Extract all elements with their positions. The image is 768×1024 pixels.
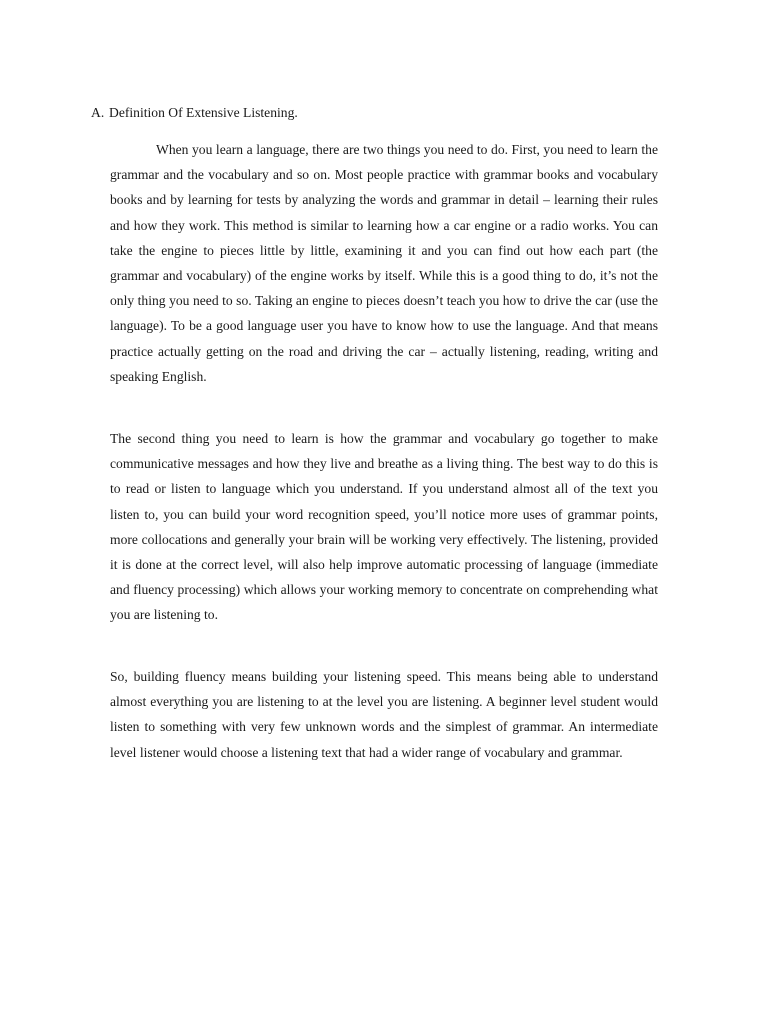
section-heading [91, 104, 298, 122]
paragraph-2: The second thing you need to learn is how the grammar and vocabulary go together to make communicative messages and how they live and breathe as a living thing. The best way to do this is to read or listen to language which you understand. If you understand almost all of the text you listen to, you can build your word recognition speed, you’ll notice more uses of grammar points, more collocations and generally your brain will be working very effectively. The listening, provided it is done at the correct level, will also help improve automatic processing of language (immediate and fluency processing) which allows your working memory to concentrate on comprehending what you are listening to. [110, 431, 658, 623]
paragraph-3: So, building fluency means building your listening speed. This means being able to understand almost everything you are listening to at the level you are listening. A beginner level student would listen to something with very few unknown words and the simplest of grammar. An intermediate level listener would choose a listening text that had a wider range of vocabulary and grammar. [110, 669, 658, 760]
section-title: Definition Of Extensive Listening. [109, 105, 298, 120]
section-label: A. [91, 105, 105, 120]
paragraph-1: When you learn a language, there are two things you need to do. First, you need to learn the grammar and the vocabulary and so on. Most people practice with grammar books and vocabulary books and by learning for tests by analyzing the words and grammar in detail – learning their rules and how they work. This method is similar to learning how a car engine or a radio works. You can take the engine to pieces little by little, examining it and you can find out how each part (the grammar and vocabulary) of the engine works by itself. While this is a good thing to do, it’s not the only thing you need to so. Taking an engine to pieces doesn’t teach you how to drive the car (use the language). To be a good language user you have to know how to use the language. And that means practice actually getting on the road and driving the car – actually listening, reading, writing and speaking English. [110, 142, 658, 384]
